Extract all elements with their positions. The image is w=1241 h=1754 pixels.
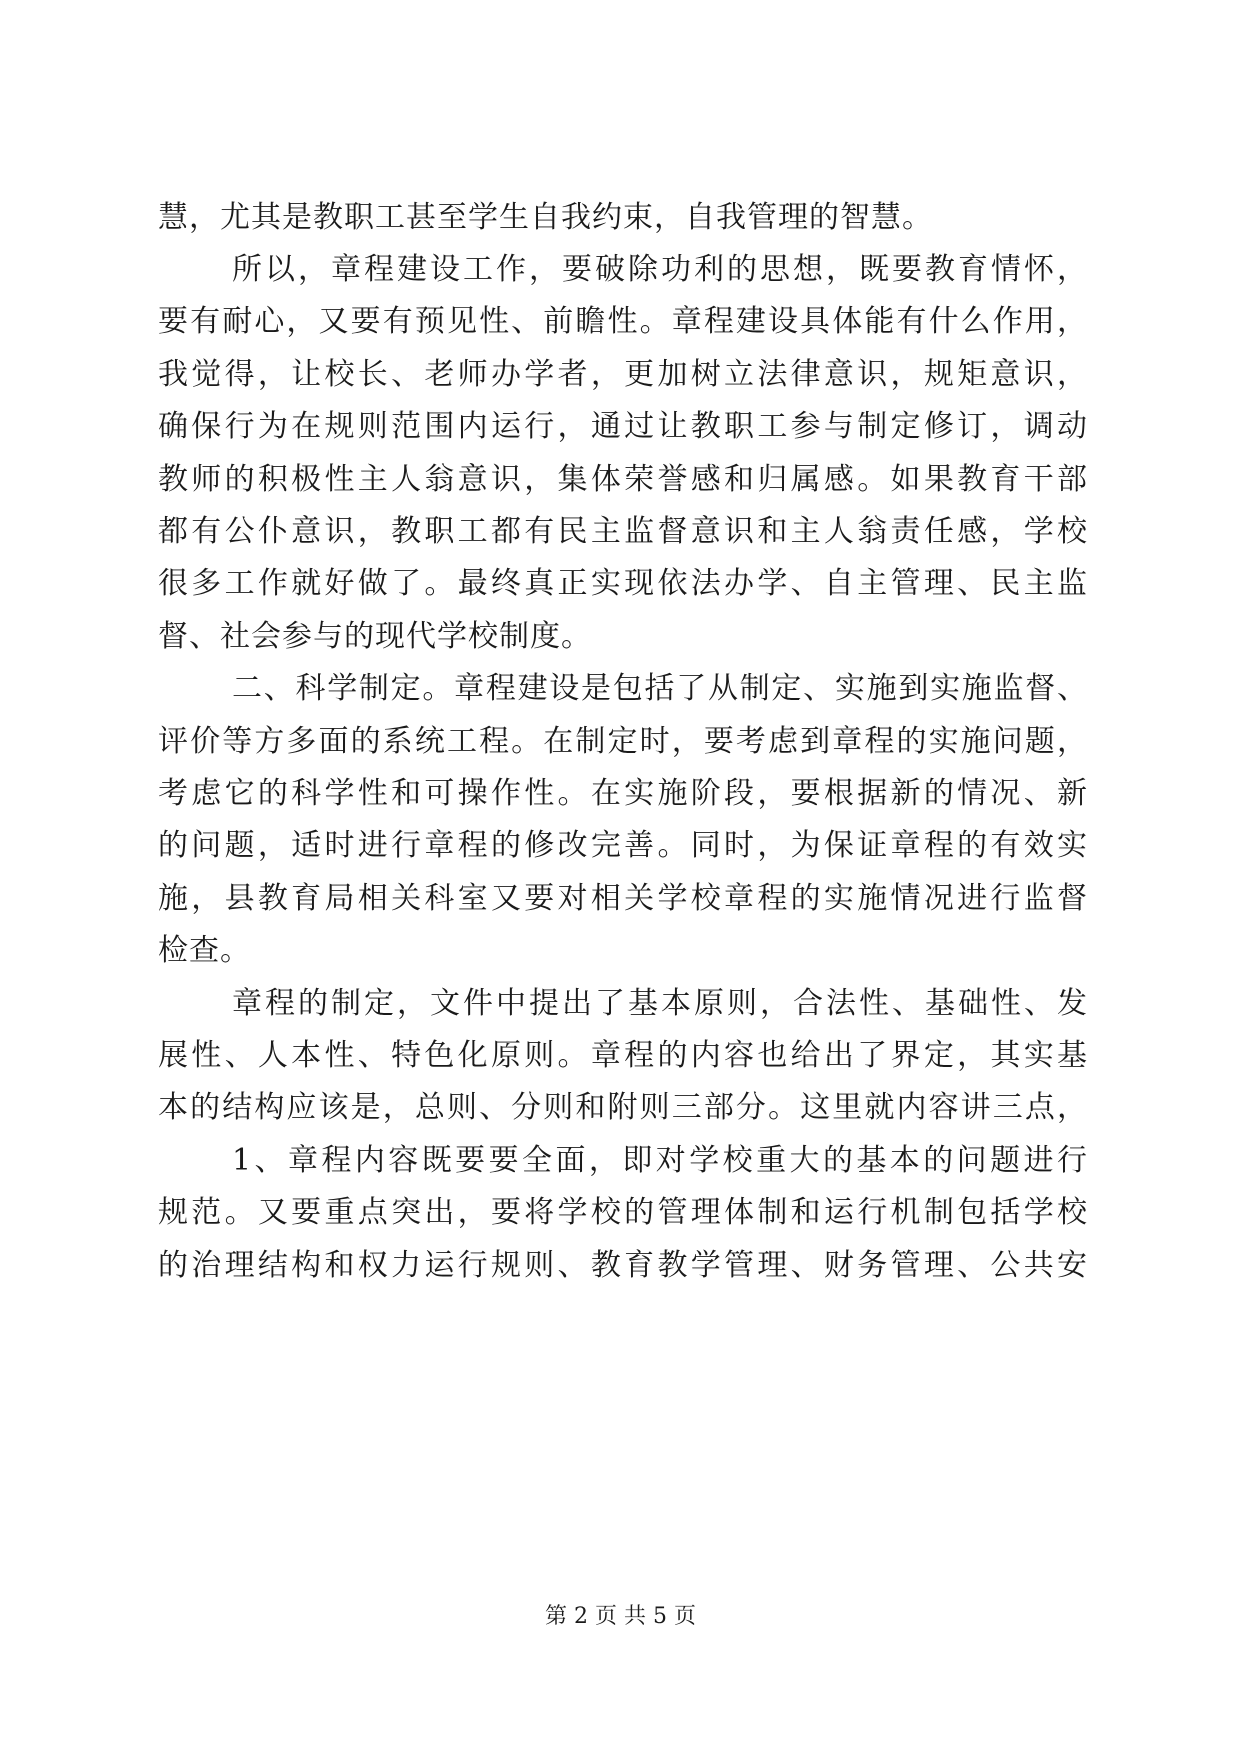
- text-line: 二、科学制定。章程建设是包括了从制定、实施到实施监督、: [232, 671, 1088, 706]
- text-line: 慧，尤其是教职工甚至学生自我约束，自我管理的智慧。: [158, 200, 933, 235]
- text-line: 所以，章程建设工作，要破除功利的思想，既要教育情怀，: [232, 252, 1088, 287]
- text-line: 本的结构应该是，总则、分则和附则三部分。这里就内容讲三点，: [158, 1090, 1088, 1125]
- text-line: 都有公仆意识，教职工都有民主监督意识和主人翁责任感，学校: [158, 514, 1088, 549]
- text-line: 督、社会参与的现代学校制度。: [158, 619, 592, 654]
- text-line: 的治理结构和权力运行规则、教育教学管理、财务管理、公共安: [158, 1248, 1088, 1283]
- text-line: 教师的积极性主人翁意识，集体荣誉感和归属感。如果教育干部: [158, 462, 1088, 497]
- text-line: 要有耐心，又要有预见性、前瞻性。章程建设具体能有什么作用，: [158, 304, 1088, 339]
- text-line: 的问题，适时进行章程的修改完善。同时，为保证章程的有效实: [158, 828, 1088, 863]
- text-line: 确保行为在规则范围内运行，通过让教职工参与制定修订，调动: [158, 409, 1088, 444]
- text-line: 施，县教育局相关科室又要对相关学校章程的实施情况进行监督: [158, 881, 1088, 916]
- text-line: 检查。: [158, 933, 251, 968]
- text-line: 我觉得，让校长、老师办学者，更加树立法律意识，规矩意识，: [158, 357, 1088, 392]
- text-line: 1、章程内容既要要全面，即对学校重大的基本的问题进行: [232, 1143, 1088, 1178]
- text-line: 规范。又要重点突出，要将学校的管理体制和运行机制包括学校: [158, 1195, 1088, 1230]
- page-number: 第 2 页 共 5 页: [545, 1604, 696, 1629]
- text-line: 章程的制定，文件中提出了基本原则，合法性、基础性、发: [232, 986, 1088, 1021]
- text-line: 很多工作就好做了。最终真正实现依法办学、自主管理、民主监: [158, 566, 1088, 601]
- text-line: 评价等方多面的系统工程。在制定时，要考虑到章程的实施问题，: [158, 724, 1088, 759]
- text-line: 展性、人本性、特色化原则。章程的内容也给出了界定，其实基: [158, 1038, 1088, 1073]
- text-line: 考虑它的科学性和可操作性。在实施阶段，要根据新的情况、新: [158, 776, 1088, 811]
